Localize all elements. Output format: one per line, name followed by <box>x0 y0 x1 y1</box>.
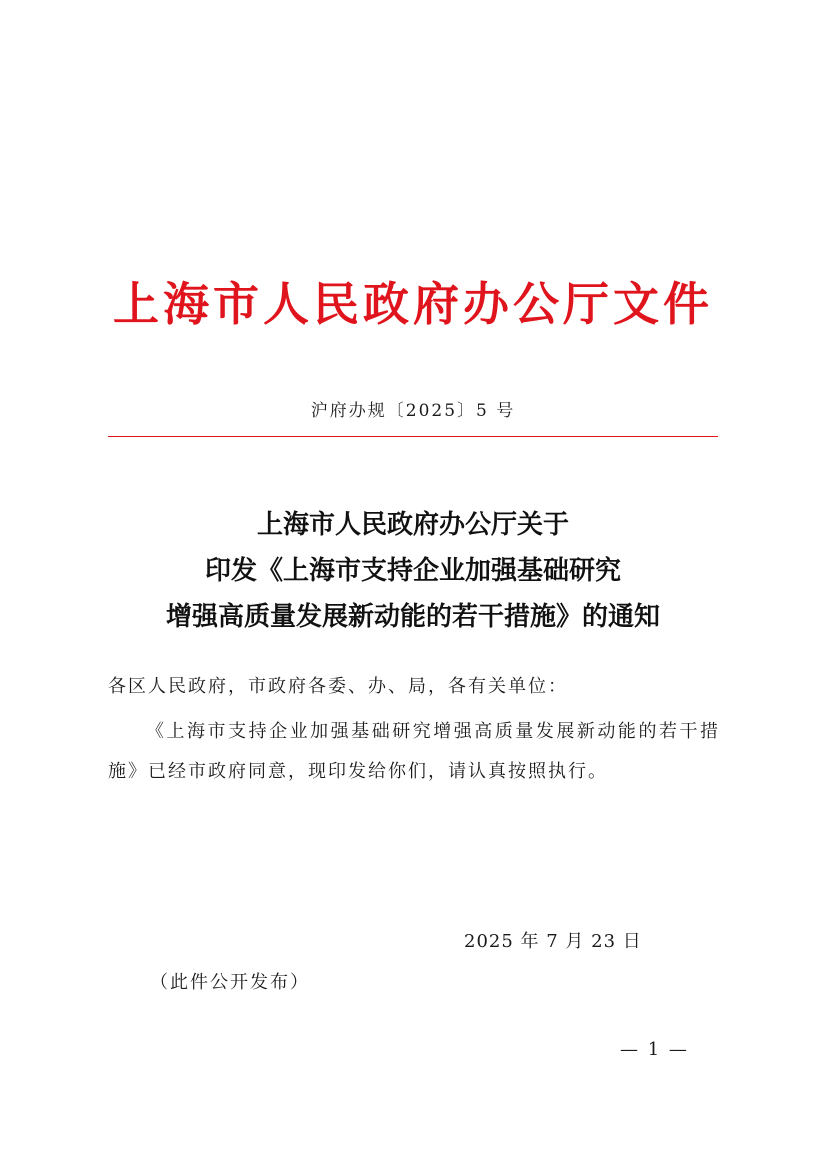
document-header-title: 上海市人民政府办公厅文件 <box>113 277 713 331</box>
page-number: — 1 — <box>620 1039 689 1060</box>
salutation: 各区人民政府，市政府各委、办、局，各有关单位： <box>108 676 568 697</box>
notice-title-line-3: 增强高质量发展新动能的若干措施》的通知 <box>165 602 660 632</box>
body-paragraph: 《上海市支持企业加强基础研究增强高质量发展新动能的若干措施》已经市政府同意，现印发给你们，请认真按照执行。 <box>108 721 720 782</box>
document-number: 沪府办规〔2025〕5 号 <box>310 401 516 421</box>
red-divider-line <box>108 436 718 437</box>
notice-title-line-2: 印发《上海市支持企业加强基础研究 <box>204 556 621 586</box>
notice-title-line-1: 上海市人民政府办公厅关于 <box>256 510 569 540</box>
notice-title <box>0 502 826 640</box>
issue-date: 2025 年 7 月 23 日 <box>464 931 642 952</box>
public-release-note: （此件公开发布） <box>150 972 310 993</box>
